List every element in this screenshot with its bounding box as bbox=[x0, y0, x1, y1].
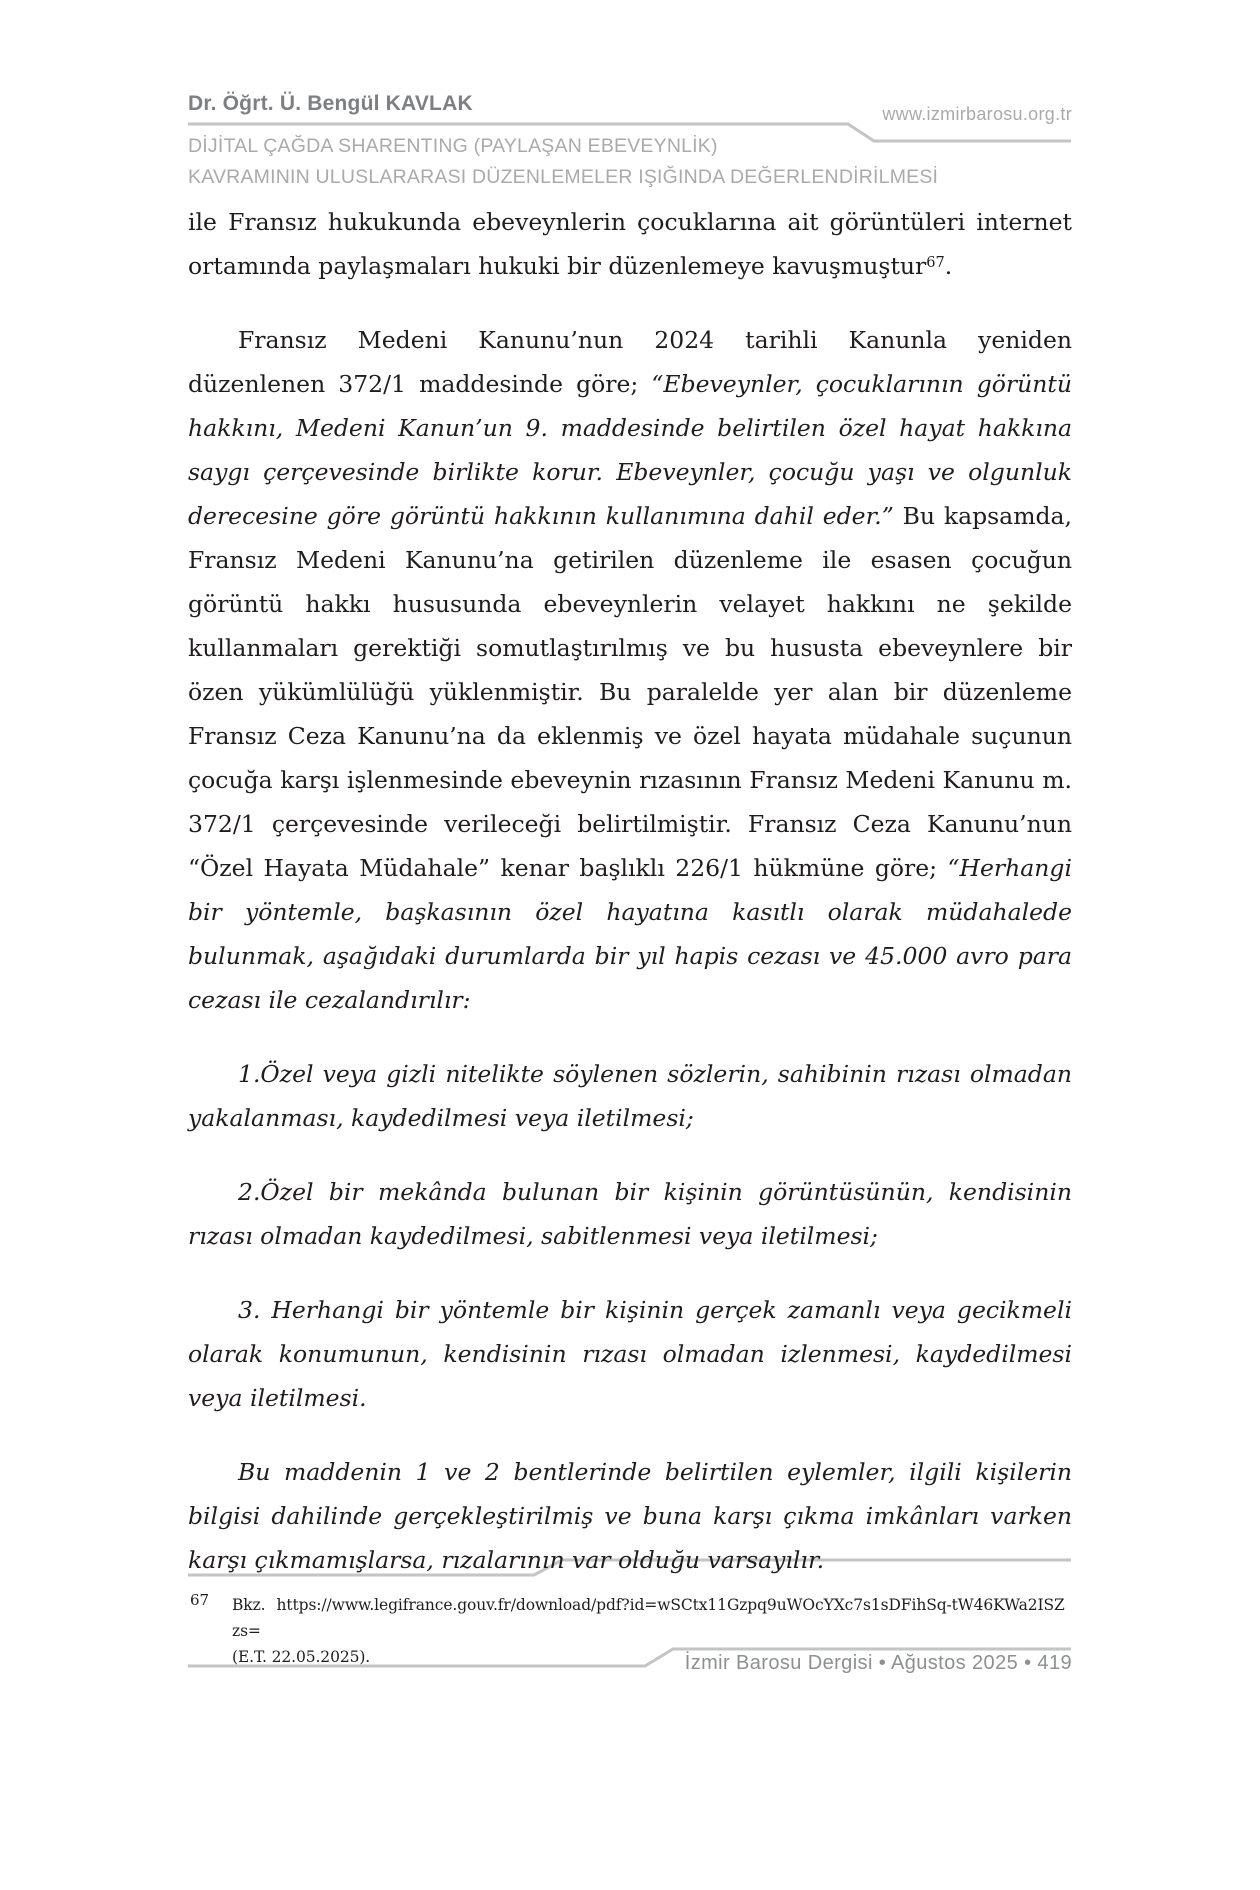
paragraph bbox=[188, 200, 1072, 288]
text-run: Bu maddenin 1 ve 2 bentlerinde belirtilen eylemler, ilgili kişilerin bilgisi dahilinde gerçekleştirilmiş ve buna karşı çıkma imkânları varken karşı çıkmamışlarsa, rızalarının var olduğu varsayılır. bbox=[188, 1458, 1072, 1574]
journal-footer: İzmir Barosu Dergisi • Ağustos 2025 • 419 bbox=[684, 1652, 1072, 1674]
text-run: 2.Özel bir mekânda bulunan bir kişinin görüntüsünün, kendisinin rızası olmadan kaydedilmesi, sabitlenmesi veya iletilmesi; bbox=[188, 1178, 1072, 1250]
text-run: Bu kapsamda, Fransız Medeni Kanunu’na getirilen düzenleme ile esasen çocuğun görüntü hakkı hususunda ebeveynlerin velayet hakkını ne şekilde kullanmaları gerektiği somutlaştırılmış ve bu hususta ebeveynlere bir özen yükümlülüğü yüklenmiştir. Bu paralelde yer alan bir düzenleme Fransız Ceza Kanunu’na da eklenmiş ve özel hayata müdahale suçunun çocuğa karşı işlenmesinde ebeveynin rızasının Fransız Medeni Kanunu m. 372/1 çerçevesinde verileceği belirtilmiştir. Fransız Ceza Kanunu’nun “Özel Hayata Müdahale” kenar başlıklı 226/1 hükmüne göre; bbox=[188, 502, 1072, 882]
text-run: ile Fransız hukukunda ebeveynlerin çocuklarına ait görüntüleri internet ortamında paylaşmaları hukuki bir düzenlemeye kavuşmuştur bbox=[188, 208, 1072, 280]
text-run: Fransız Medeni Kanunu’nun 2024 tarihli Kanunla yeniden düzenlenen 372/1 maddesinde göre; bbox=[188, 326, 1072, 398]
body-paragraphs bbox=[188, 200, 1072, 1612]
paragraph bbox=[188, 1170, 1072, 1258]
website-url: www.izmirbarosu.org.tr bbox=[882, 104, 1072, 124]
author-name: Dr. Öğrt. Ü. Bengül KAVLAK bbox=[188, 92, 473, 115]
paragraph bbox=[188, 318, 1072, 1022]
text-run: “Herhangi bir yöntemle, başkasının özel hayatına kasıtlı olarak müdahalede bulunmak, aşağıdaki durumlarda bir yıl hapis cezası ve 45.000 avro para cezası ile cezalandırılır: bbox=[188, 854, 1072, 1014]
paragraph bbox=[188, 1052, 1072, 1140]
text-run: 3. Herhangi bir yöntemle bir kişinin gerçek zamanlı veya gecikmeli olarak konumunun, kendisinin rızası olmadan izlenmesi, kaydedilmesi veya iletilmesi. bbox=[188, 1296, 1072, 1412]
article-title-line1: DİJİTAL ÇAĞDA SHARENTING (PAYLAŞAN EBEVEYNLİK) bbox=[188, 135, 718, 157]
footnote-label: Bkz. bbox=[232, 1596, 266, 1614]
text-run: . bbox=[944, 252, 953, 280]
footnote-marker: 67 bbox=[190, 1591, 209, 1609]
article-title bbox=[188, 131, 1088, 193]
text-run: 1.Özel veya gizli nitelikte söylenen sözlerin, sahibinin rızası olmadan yakalanması, kaydedilmesi veya iletilmesi; bbox=[188, 1060, 1072, 1132]
text-run: “Ebeveynler, çocuklarının görüntü hakkını, Medeni Kanun’un 9. maddesinde belirtilen özel hayat hakkına saygı çerçevesinde birlikte korur. Ebeveynler, çocuğu yaşı ve olgunluk derecesine göre görüntü hakkının kullanımına dahil eder.” bbox=[188, 370, 1072, 530]
footnote-reference: 67 bbox=[926, 253, 945, 271]
footnote-access-date: (E.T. 22.05.2025). bbox=[232, 1648, 371, 1666]
footnote-url: https://www.legifrance.gouv.fr/download/pdf?id=wSCtx11Gzpq9uWOcYXc7s1sDFihSq-tW46KWa2ISZzs= bbox=[232, 1596, 1065, 1640]
article-title-line2: KAVRAMININ ULUSLARARASI DÜZENLEMELER IŞIĞINDA DEĞERLENDİRİLMESİ bbox=[188, 166, 939, 188]
paragraph bbox=[188, 1288, 1072, 1420]
paragraph bbox=[188, 1450, 1072, 1582]
